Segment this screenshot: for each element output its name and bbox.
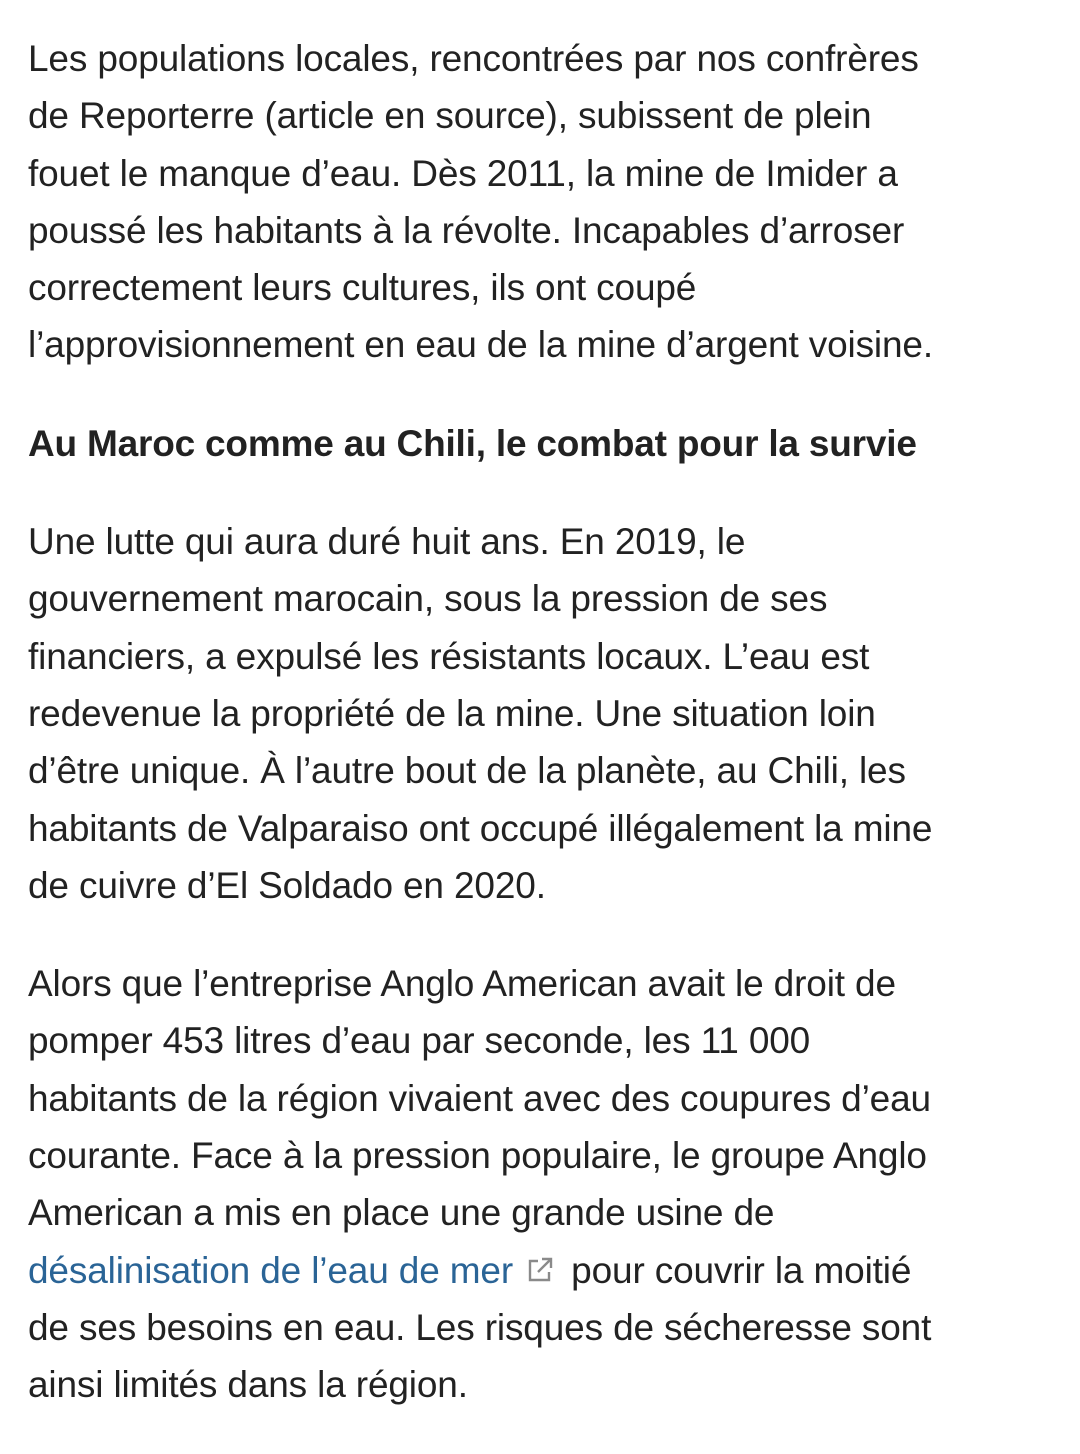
text-line: ainsi limités dans la région. [28, 1364, 468, 1406]
paragraph-3 [28, 955, 1052, 1413]
text-after-link: pour couvrir la moitié [571, 1249, 912, 1291]
text-line: financiers, a expulsé les résistants locaux. L’eau est [28, 635, 870, 677]
text-line: Les populations locales, rencontrées par nos confrères [28, 38, 919, 79]
text-line: Alors que l’entreprise Anglo American avait le droit de [28, 963, 896, 1005]
text-line: de ses besoins en eau. Les risques de sécheresse sont [28, 1306, 932, 1348]
text-line: gouvernement marocain, sous la pression de ses [28, 578, 828, 620]
text-line: Une lutte qui aura duré huit ans. En 2019, le [28, 521, 746, 563]
text-line: fouet le manque d’eau. Dès 2011, la mine de Imider a [28, 152, 898, 194]
paragraph-2 [28, 513, 1052, 914]
external-link-icon[interactable] [525, 1244, 555, 1274]
text-line: habitants de la région vivaient avec des coupures d’eau [28, 1077, 931, 1119]
text-line: de cuivre d’El Soldado en 2020. [28, 864, 546, 906]
paragraph-1 [28, 30, 1052, 374]
article-body [28, 30, 1052, 1414]
text-line: American a mis en place une grande usine de [28, 1192, 775, 1234]
text-line: de Reporterre (article en source), subissent de plein [28, 95, 872, 137]
text-line: courante. Face à la pression populaire, le groupe Anglo [28, 1135, 927, 1177]
text-line: redevenue la propriété de la mine. Une situation loin [28, 692, 876, 734]
text-line: pomper 453 litres d’eau par seconde, les 11 000 [28, 1020, 811, 1062]
text-line: l’approvisionnement en eau de la mine d’argent voisine. [28, 324, 933, 366]
text-line: habitants de Valparaiso ont occupé illégalement la mine [28, 807, 933, 849]
text-line: correctement leurs cultures, ils ont coupé [28, 267, 697, 309]
text-line: poussé les habitants à la révolte. Incapables d’arroser [28, 209, 905, 251]
desalination-link[interactable]: désalinisation de l’eau de mer [28, 1249, 514, 1291]
section-heading: Au Maroc comme au Chili, le combat pour la survie [28, 422, 917, 464]
text-line-with-link [28, 1242, 1052, 1299]
text-line: d’être unique. À l’autre bout de la planète, au Chili, les [28, 750, 906, 792]
